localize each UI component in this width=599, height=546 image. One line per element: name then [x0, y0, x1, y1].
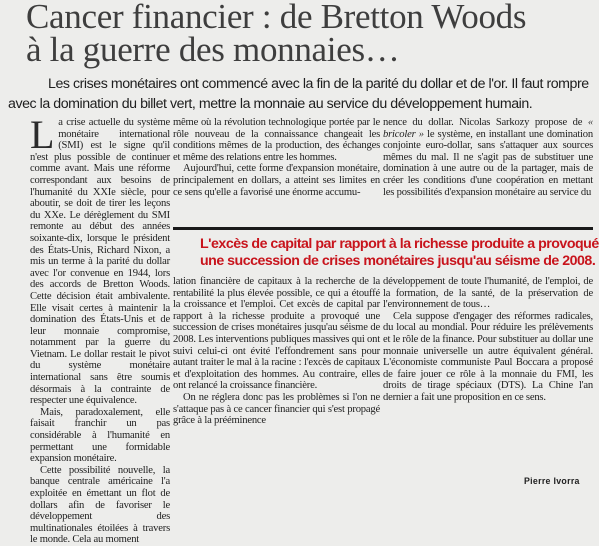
pullquote-line-1: L'excès de capital par rapport à la richesse produite a provoqué [200, 236, 599, 252]
lede-line-2: avec la domination du billet vert, mettre la monnaie au service du développement humain. [8, 96, 533, 112]
lede-line-1: Les crises monétaires ont commencé avec la fin de la parité du dollar et de l'or. Il faut rompre [48, 76, 589, 92]
column-3-bottom [383, 276, 593, 404]
column-2-top-paragraph-1: même où la révolution technologique portée par le rôle nouveau de la connaissance changeait les conditions mêmes de la production, des échanges et même des relations entre les hommes. [173, 117, 380, 163]
column-1-paragraph-2: Mais, paradoxalement, elle faisait franchir un pas considérable à l'humanité en permettant une formidable expansion monétaire. [30, 406, 170, 465]
byline: Pierre Ivorra [524, 476, 580, 486]
column-3-top-paragraph [383, 117, 593, 198]
column-3-top-text-2: le système, en installant une domination conjointe euro-dollar, sans s'attaquer aux sources mêmes du mal. Il ne s'agit pas de substituer une domination à une autre ou de la partager, mais de créer les conditions d'une coopération en mettant les possibilités d'expansion monétaire au service du [383, 128, 593, 198]
pullquote [200, 236, 599, 270]
column-3-top-text-1: nence du dollar. Nicolas Sarkozy propose de [383, 117, 588, 128]
column-3-bottom-paragraph-1: développement de toute l'humanité, de l'emploi, de la formation, de la santé, de la préservation de l'environnement de tous… [383, 276, 593, 311]
headline-line-1: Cancer financier : de Bretton Woods [26, 0, 527, 36]
column-2-top-paragraph-2: Aujourd'hui, cette forme d'expansion monétaire, principalement en dollars, a atteint ses limites en ce sens qu'elle a favorisé une énorme accumu- [173, 163, 380, 198]
drop-cap: L [30, 112, 55, 157]
column-1 [30, 112, 170, 546]
column-2-bottom [173, 276, 380, 427]
column-1-paragraph-1-text: a crise actuelle du système monétaire international (SMI) est le signe qu'il n'est plus possible de continuer comme avant. Mais une réforme correspondant aux besoins de l'humanité du XXIe siècle, pour aboutir, se doit de tirer les leçons du XXe. Le dérèglement du SMI remonte au début des années soixante-dix, lorsque le président des États-Unis, Richard Nixon, a mis un terme à la parité du dollar avec l'or convenue en 1944, lors des accords de Bretton Woods. Cette décision était ambivalente. Elle visait certes à maintenir la domination des États-Unis et de leur monnaie compromise, notamment par la guerre du Vietnam. Le dollar restait le pivot du système monétaire international sans être soumis désormais à la contrainte de respecter une équivalence. [30, 117, 170, 407]
lede [8, 74, 594, 114]
headline [26, 0, 596, 69]
column-1-paragraph-1 [30, 112, 170, 407]
column-3-top [383, 117, 593, 198]
column-1-paragraph-3: Cette possibilité nouvelle, la banque centrale américaine l'a exploitée en émettant un flot de dollars afin de favoriser le développement des multinationales étoilées à travers le monde. Cela au moment [30, 464, 170, 546]
column-2-bottom-paragraph-1: lation financière de capitaux à la recherche de la rentabilité la plus élevée possible, ce qui a étouffé la croissance et l'emploi. Cet excès de capital par rapport à la richesse produite a provoqué une succession de crises monétaires jusqu'au séisme de 2008. Les interventions publiques massives qui ont suivi celui-ci ont évité l'effondrement sans pour autant traiter le mal à la racine : l'excès de capitaux et d'exploitation des hommes. Au contraire, elles ont relancé la croissance financière. [173, 276, 380, 392]
headline-line-2: à la guerre des monnaies… [26, 30, 400, 69]
column-3-bottom-paragraph-2: Cela suppose d'engager des réformes radicales, du local au mondial. Pour réduire les prélèvements et le rôle de la finance. Pour substituer au dollar une monnaie universelle un autre équivalent général. L'économiste communiste Paul Boccara a proposé de faire jouer ce rôle à la monnaie du FMI, les droits de tirage spéciaux (DTS). La Chine l'an dernier a fait une proposition en ce sens. [383, 310, 593, 403]
pullquote-line-2: une succession de crises monétaires jusqu'au séisme de 2008. [200, 253, 596, 269]
pullquote-rule [173, 227, 593, 230]
column-2-bottom-paragraph-2: On ne réglera donc pas les problèmes si l'on ne s'attaque pas à ce cancer financier qui s'est propagé grâce à la prééminence [173, 391, 380, 427]
column-2-top [173, 117, 380, 198]
column-3-top-quote: « bricoler » [383, 117, 593, 140]
